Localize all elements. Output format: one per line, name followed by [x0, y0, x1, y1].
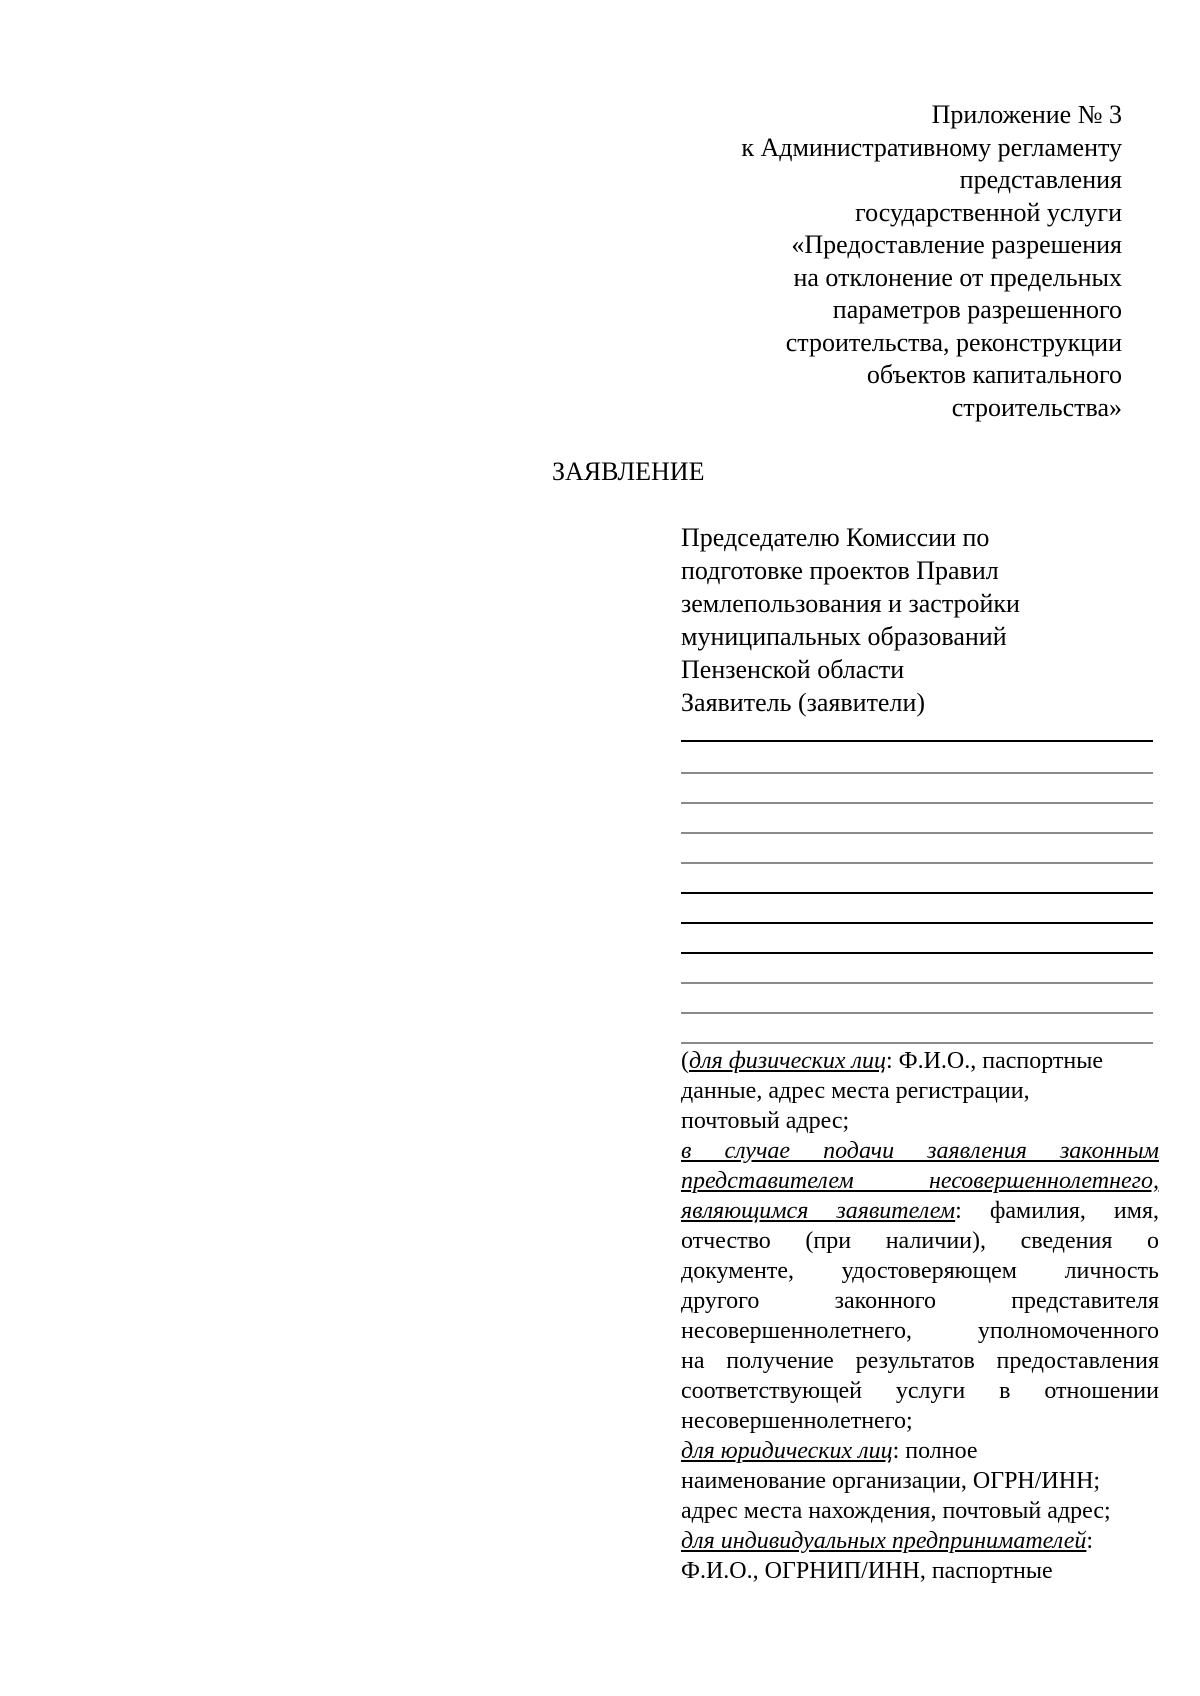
- instruction-line: данные, адрес места регистрации,: [681, 1078, 1030, 1104]
- fill-line: [681, 922, 1153, 924]
- addressee-line: Заявитель (заявители): [681, 688, 926, 717]
- appendix-line: строительства, реконструкции: [785, 327, 1122, 357]
- fill-line: [681, 982, 1153, 984]
- instruction-line: [681, 1046, 1159, 1076]
- appendix-line: «Предоставление разрешения: [791, 230, 1122, 259]
- appendix-line: к Административному регламенту: [741, 132, 1122, 162]
- fill-line: [681, 832, 1153, 834]
- instruction-line: отчество (при наличии), сведения о: [681, 1228, 1159, 1254]
- fill-line: [681, 862, 1153, 864]
- instruction-line: на получение результатов предоставления: [681, 1348, 1159, 1374]
- fill-line: [681, 1042, 1153, 1044]
- addressee-line: подготовке проектов Правил: [681, 556, 999, 585]
- appendix-line: на отклонение от предельных: [793, 262, 1122, 292]
- instruction-text: :: [1086, 1528, 1094, 1554]
- fill-line: [681, 802, 1153, 804]
- addressee-line: муниципальных образований: [681, 622, 1007, 651]
- instruction-line: [681, 1526, 1159, 1556]
- instruction-text: : полное: [892, 1438, 978, 1464]
- instruction-line: адрес места нахождения, почтовый адрес;: [681, 1498, 1111, 1524]
- instruction-text: : Ф.И.О., паспортные: [885, 1048, 1104, 1074]
- instruction-line: [681, 1436, 1159, 1466]
- representative-label: являющимся заявителем: [681, 1198, 956, 1224]
- instruction-line: Ф.И.О., ОГРНИП/ИНН, паспортные: [681, 1558, 1053, 1584]
- entrepreneurs-label: для индивидуальных предпринимателей: [681, 1528, 1087, 1554]
- appendix-line: объектов капитального: [866, 360, 1122, 389]
- instruction-line: [681, 1196, 1159, 1226]
- appendix-line: представления: [959, 165, 1122, 194]
- appendix-line: строительства»: [951, 392, 1122, 422]
- fill-line: [681, 952, 1153, 954]
- instruction-line: соответствующей услуги в отношении: [681, 1378, 1159, 1404]
- appendix-header: [602, 99, 1122, 424]
- applicant-fill-lines: [681, 0, 1153, 1]
- appendix-line: Приложение № 3: [931, 100, 1122, 129]
- instruction-line: почтовый адрес;: [681, 1108, 850, 1134]
- fill-line: [681, 1012, 1153, 1014]
- representative-label: в случае подачи заявления законным: [681, 1138, 1159, 1164]
- open-paren: (: [681, 1048, 689, 1074]
- fill-line: [681, 892, 1153, 894]
- document-title: ЗАЯВЛЕНИЕ: [552, 457, 705, 486]
- instruction-line: несовершеннолетнего, уполномоченного: [681, 1318, 1159, 1344]
- legal-entities-label: для юридических лиц: [681, 1438, 893, 1464]
- instruction-line: наименование организации, ОГРН/ИНН;: [681, 1468, 1101, 1494]
- fill-line: [681, 740, 1153, 742]
- addressee-block: [681, 521, 1141, 719]
- instruction-text: : фамилия, имя,: [955, 1198, 1159, 1224]
- appendix-line: параметров разрешенного: [832, 295, 1122, 324]
- instruction-line: другого законного представителя: [681, 1288, 1159, 1314]
- addressee-line: землепользования и застройки: [681, 589, 1020, 618]
- instruction-line: несовершеннолетнего;: [681, 1408, 913, 1434]
- fill-line: [681, 772, 1153, 774]
- addressee-line: Председателю Комиссии по: [681, 523, 990, 552]
- addressee-line: Пензенской области: [681, 655, 905, 684]
- instruction-line: документе, удостоверяющем личность: [681, 1258, 1159, 1284]
- applicant-instructions: [681, 1046, 1159, 1586]
- appendix-line: государственной услуги: [855, 197, 1122, 227]
- representative-label: представителем несовершеннолетнего,: [681, 1168, 1159, 1194]
- physical-persons-label: для физических лиц: [689, 1048, 886, 1074]
